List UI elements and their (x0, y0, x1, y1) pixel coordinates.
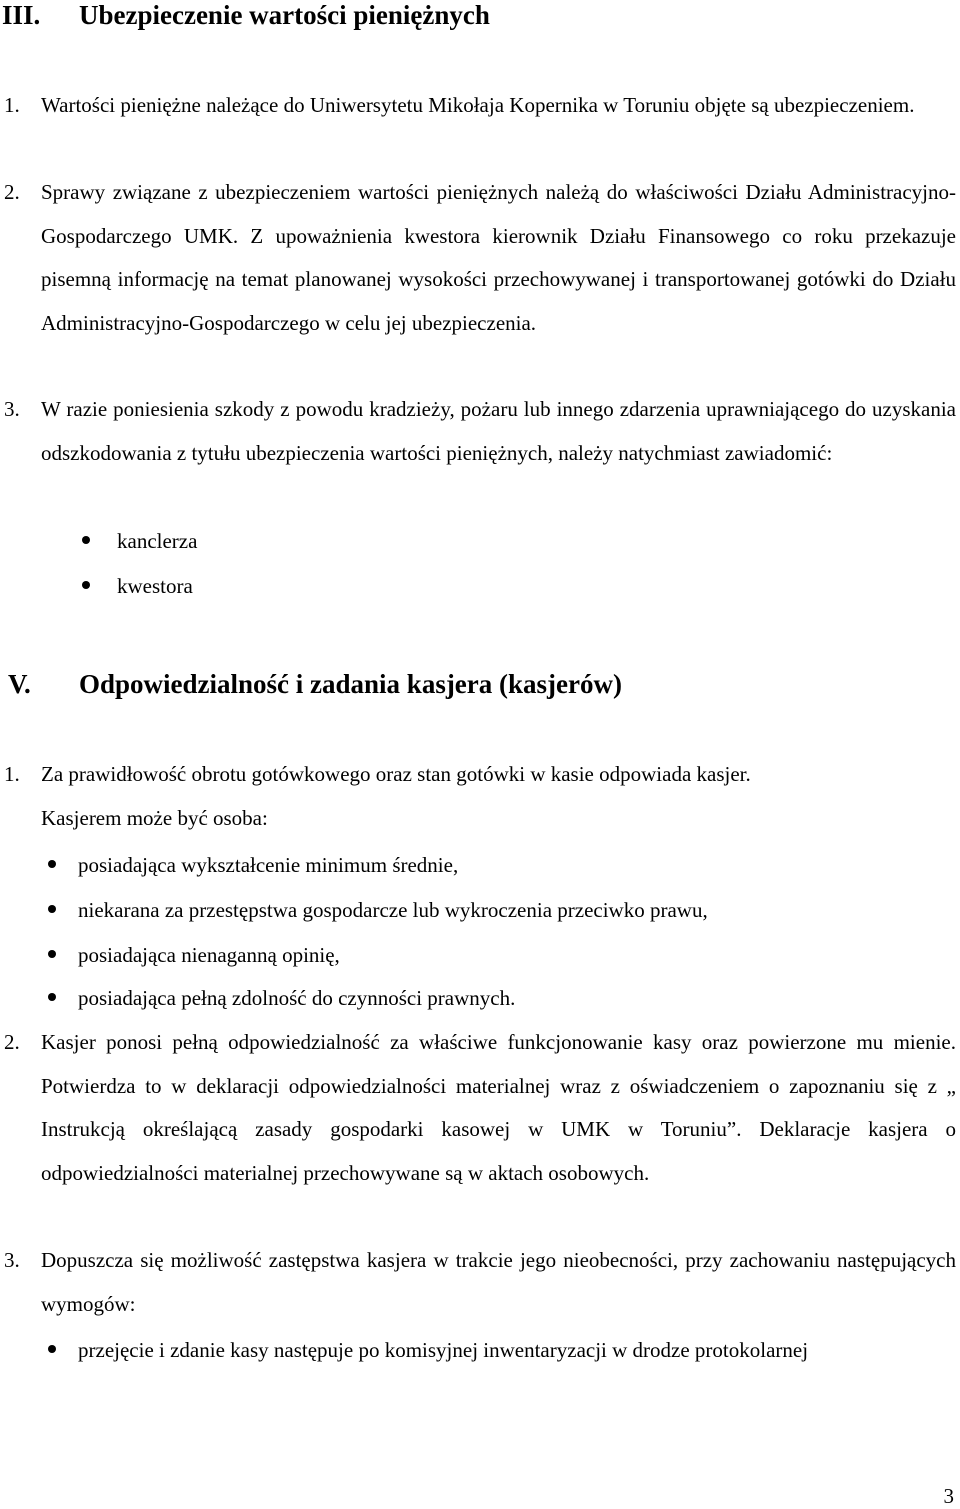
bullet-text: posiadająca nienaganną opinię, (78, 943, 340, 967)
item-text: Dopuszcza się możliwość zastępstwa kasjera w trakcie jego nieobecności, przy zachowaniu następujących wymogów: (41, 1248, 956, 1316)
section-iii-heading (0, 0, 490, 30)
item-text: Wartości pieniężne należące do Uniwersytetu Mikołaja Kopernika w Toruniu objęte są ubezpieczeniem. (41, 93, 915, 117)
section-v-title: Odpowiedzialność i zadania kasjera (kasjerów) (79, 669, 622, 699)
item-text: Kasjer ponosi pełną odpowiedzialność za właściwe funkcjonowanie kasy oraz powierzone mu mienie. Potwierdza to w deklaracji odpowiedzialności materialnej wraz z oświadczeniem o zapoznaniu się z „ Instrukcją określającą zasady gospodarki kasowej w UMK w Toruniu”. Deklaracje kasjera o odpowiedzialności materialnej przechowywane są w aktach osobowych. (41, 1030, 956, 1185)
bullet-dot-icon (48, 950, 56, 958)
bullet-text: niekarana za przestępstwa gospodarcze lub wykroczenia przeciwko prawu, (78, 898, 708, 922)
cashier-lead-text: Kasjerem może być osoba: (41, 806, 268, 830)
bullet-text: posiadająca pełną zdolność do czynności prawnych. (78, 986, 516, 1010)
section-v-number: V. (8, 669, 31, 699)
page-number: 3 (943, 1484, 954, 1508)
bullet-dot-icon (82, 536, 90, 544)
item-number: 2. (4, 180, 20, 204)
item-number: 1. (4, 762, 20, 786)
item-text: Sprawy związane z ubezpieczeniem wartości pieniężnych należą do właściwości Działu Administracyjno-Gospodarczego UMK. Z upoważnienia kwestora kierownik Działu Finansowego co roku przekazuje pisemną informację na temat planowanej wysokości przechowywanej i transportowanej gotówki do Działu Administracyjno-Gospodarczego w celu jej ubezpieczenia. (41, 180, 956, 335)
bullet-dot-icon (48, 905, 56, 913)
bullet-text: przejęcie i zdanie kasy następuje po komisyjnej inwentaryzacji w drodze protokolarnej (78, 1338, 809, 1362)
item-number: 3. (4, 397, 20, 421)
bullet-text: kwestora (117, 574, 193, 598)
bullet-text: kanclerza (117, 529, 198, 553)
item-number: 1. (4, 93, 20, 117)
section-iii-title: Ubezpieczenie wartości pieniężnych (79, 0, 490, 30)
section-v-heading (0, 669, 622, 699)
item-text: Za prawidłowość obrotu gotówkowego oraz stan gotówki w kasie odpowiada kasjer. (41, 762, 751, 786)
bullet-dot-icon (48, 993, 56, 1001)
item-text: W razie poniesienia szkody z powodu kradzieży, pożaru lub innego zdarzenia uprawniającego do uzyskania odszkodowania z tytułu ubezpieczenia wartości pieniężnych, należy natychmiast zawiadomić: (41, 397, 956, 465)
bullet-dot-icon (48, 860, 56, 868)
item-number: 2. (4, 1030, 20, 1054)
section-iii-number: III. (2, 0, 41, 30)
item-number: 3. (4, 1248, 20, 1272)
bullet-text: posiadająca wykształcenie minimum średnie, (78, 853, 459, 877)
bullet-dot-icon (82, 581, 90, 589)
bullet-dot-icon (48, 1345, 56, 1353)
